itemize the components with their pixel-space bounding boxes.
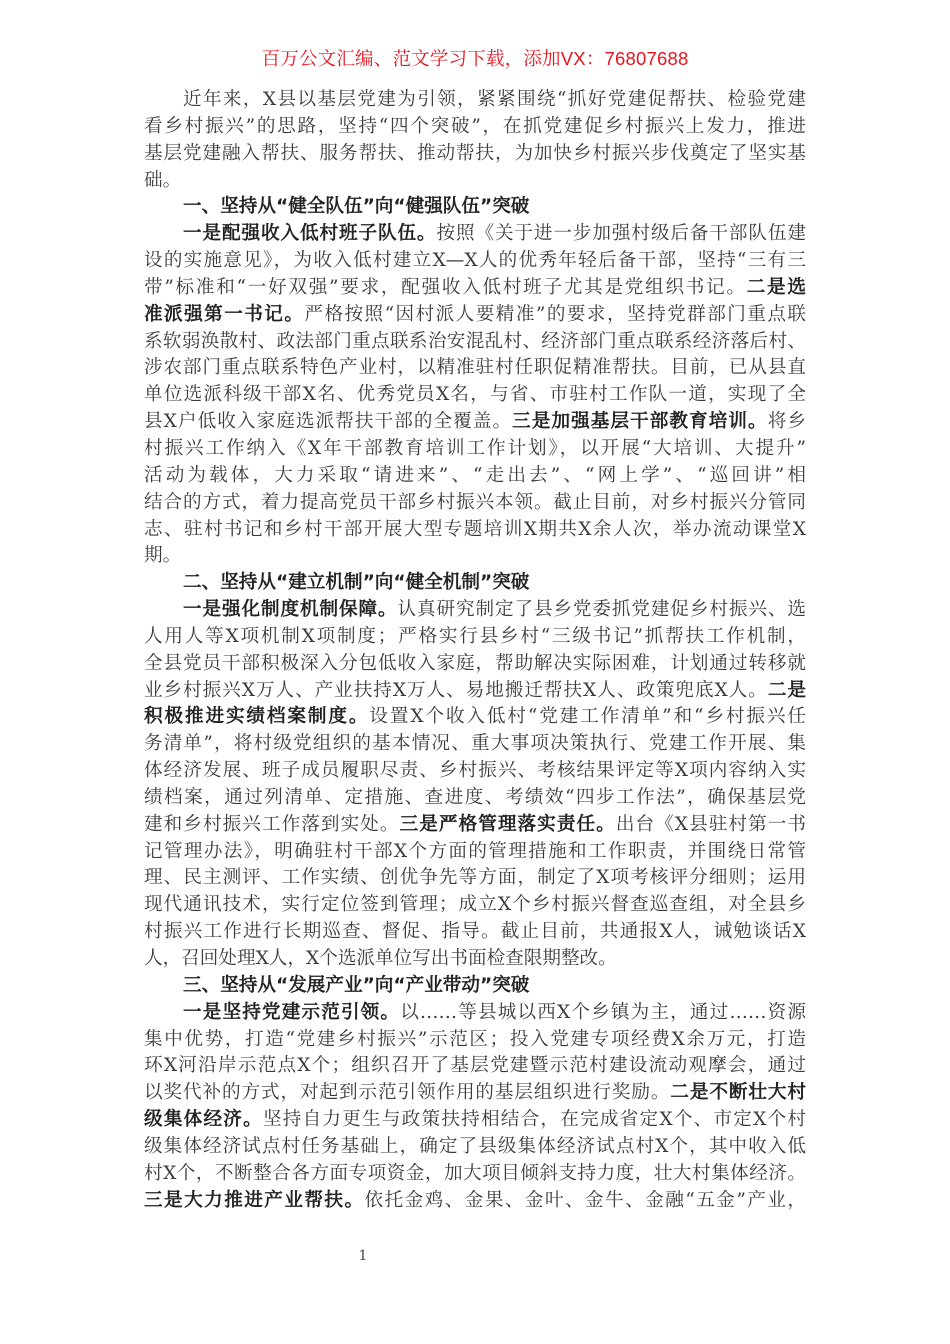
line-text: 以奖代补的方式，对起到示范引领作用的基层组织进行奖励。: [144, 1082, 671, 1104]
page-number: 1: [358, 1248, 368, 1264]
bold-lead-in: 三是加强基层干部教育培训。: [512, 411, 768, 433]
bold-lead-in: 二是选: [746, 276, 806, 298]
text-line: [144, 624, 806, 651]
text-line: [144, 1161, 806, 1188]
line-text: 系软弱涣散村、政法部门重点联系治安混乱村、经济部门重点联系经济落后村、: [144, 330, 806, 352]
bold-lead-in: 级集体经济。: [144, 1109, 263, 1131]
text-line: [144, 248, 806, 275]
section-heading: [144, 570, 806, 597]
text-line: [144, 114, 806, 141]
text-line: [144, 463, 806, 490]
section-heading: [144, 973, 806, 1000]
line-text: 三、坚持从“发展产业”向“产业带动”突破: [183, 974, 530, 996]
text-line: [144, 892, 806, 919]
line-text: 设的实施意见》，为收入低村建立X—X人的优秀年轻后备干部，坚持“三有三: [144, 250, 806, 272]
text-line: [144, 1000, 806, 1027]
line-text: 活动为载体，大力采取“请进来”、“走出去”、“网上学”、“巡回讲”相: [144, 464, 806, 486]
line-text: 结合的方式，着力提高党员干部乡村振兴本领。截止目前，对乡村振兴分管同: [144, 491, 806, 513]
line-text: 村振兴工作进行长期巡查、督促、指导。截止目前，共通报X人，诫勉谈话X: [144, 921, 806, 943]
text-line: [144, 1027, 806, 1054]
text-line: [144, 409, 806, 436]
line-text: 集中优势，打造“党建乡村振兴”示范区；投入党建专项经费X余万元，打造: [144, 1028, 806, 1050]
line-text: 期。: [144, 545, 182, 567]
line-text: 县X户低收入家庭选派帮扶干部的全覆盖。: [144, 411, 513, 433]
line-text: 将乡: [767, 411, 806, 433]
text-line: [144, 597, 806, 624]
line-text: 人，召回处理X人，X个选派单位写出书面检查限期整改。: [144, 948, 617, 969]
line-text: 基层党建融入帮扶、服务帮扶、推动帮扶，为加快乡村振兴步伐奠定了坚实基: [144, 142, 806, 164]
line-text: 以……等县城以西X个乡镇为主，通过……资源: [400, 1001, 806, 1023]
bold-lead-in: 一是配强收入低村班子队伍。: [183, 223, 437, 245]
line-text: 业乡村振兴X万人、产业扶持X万人、易地搬迁帮扶X人、政策兜底X人。: [144, 679, 768, 701]
line-text: 体经济发展、班子成员履职尽责、乡村振兴、考核结果评定等X项内容纳入实: [144, 760, 806, 782]
text-line: [144, 919, 806, 946]
line-text: 志、驻村书记和乡村干部开展大型专题培训X期共X余人次，举办流动课堂X: [144, 518, 806, 540]
line-text: 认真研究制定了县乡党委抓党建促乡村振兴、选: [397, 599, 806, 621]
text-line: [144, 302, 806, 329]
line-text: 涉农部门重点联系特色产业村，以精准驻村任职促精准帮扶。目前，已从县直: [144, 357, 806, 379]
line-text: 理、民主测评、工作实绩、创优争先等方面，制定了X项考核评分细则；运用: [144, 867, 806, 889]
bold-lead-in: 积极推进实绩档案制度。: [144, 706, 370, 728]
line-text: 务清单”，将村级党组织的基本情况、重大事项决策执行、党建工作开展、集: [144, 733, 806, 755]
text-line: [144, 543, 806, 570]
text-line: [144, 1053, 806, 1080]
text-line: [144, 812, 806, 839]
text-line: [144, 329, 806, 356]
text-line: [144, 517, 806, 544]
line-text: 全县党员干部积极深入分包低收入家庭，帮助解决实际困难，计划通过转移就: [144, 652, 806, 674]
text-line: [144, 758, 806, 785]
line-text: 现代通讯技术，实行定位签到管理；成立X个乡村振兴督查巡查组，对全县乡: [144, 894, 806, 916]
line-text: 单位选派科级干部X名、优秀党员X名，与省、市驻村工作队一道，实现了全: [144, 384, 806, 406]
bold-lead-in: 二是: [767, 679, 806, 701]
text-line: [144, 865, 806, 892]
text-line: [144, 355, 806, 382]
line-text: 按照《关于进一步加强村级后备干部队伍建: [436, 223, 806, 245]
text-line: [144, 141, 806, 168]
line-text: 带”标准和“一好双强”要求，配强收入低村班子尤其是党组织书记。: [144, 276, 747, 298]
line-text: 础。: [144, 169, 182, 191]
text-line: [144, 1107, 806, 1134]
text-line: [144, 1080, 806, 1107]
bold-lead-in: 三是大力推进产业帮扶。: [144, 1189, 365, 1211]
line-text: 村振兴工作纳入《X年干部教育培训工作计划》，以开展“大培训、大提升”: [144, 437, 806, 459]
line-text: 建和乡村振兴工作落到实处。: [144, 813, 400, 835]
bold-lead-in: 准派强第一书记。: [144, 303, 305, 325]
bold-lead-in: 三是严格管理落实责任。: [399, 813, 616, 835]
text-line: [144, 436, 806, 463]
line-text: 绩档案，通过列清单、定措施、查进度、考绩效“四步工作法”，确保基层党: [144, 786, 806, 808]
document-body: [144, 87, 806, 1214]
line-text: 看乡村振兴”的思路，坚持“四个突破”，在抓党建促乡村振兴上发力，推进: [144, 115, 806, 137]
text-line: [144, 275, 806, 302]
line-text: 人用人等X项机制X项制度；严格实行县乡村“三级书记”抓帮扶工作机制，: [144, 625, 806, 647]
text-line: [144, 946, 806, 973]
line-text: 严格按照“因村派人要精准”的要求，坚持党群部门重点联: [304, 303, 806, 325]
line-text: 环X河沿岸示范点X个；组织召开了基层党建暨示范村建设流动观摩会，通过: [144, 1055, 806, 1077]
bold-lead-in: 二是不断壮大村: [670, 1082, 806, 1104]
line-text: 二、坚持从“建立机制”向“健全机制”突破: [183, 572, 530, 594]
line-text: 村X个，不断整合各方面专项资金，加大项目倾斜支持力度，壮大村集体经济。: [144, 1162, 806, 1184]
section-heading: [144, 194, 806, 221]
line-text: 依托金鸡、金果、金叶、金牛、金融“五金”产业，: [364, 1189, 806, 1211]
line-text: 记管理办法》，明确驻村干部X个方面的管理措施和工作职责，并围绕日常管: [144, 840, 806, 862]
line-text: 出台《X县驻村第一书: [615, 813, 806, 835]
text-line: [144, 168, 806, 195]
line-text: 坚持自力更生与政策扶持相结合，在完成省定X个、市定X个村: [262, 1109, 806, 1131]
text-line: [144, 1188, 806, 1215]
text-line: [144, 651, 806, 678]
text-line: [144, 490, 806, 517]
text-line: [144, 839, 806, 866]
text-line: [144, 1134, 806, 1161]
watermark-banner: 百万公文汇编、范文学习下载，添加VX：76807688: [261, 48, 689, 69]
text-line: [144, 87, 806, 114]
line-text: 级集体经济试点村任务基础上，确定了县级集体经济试点村X个，其中收入低: [144, 1135, 806, 1157]
text-line: [144, 785, 806, 812]
text-line: [144, 704, 806, 731]
line-text: 设置X个收入低村“党建工作清单”和“乡村振兴任: [369, 706, 806, 728]
text-line: [144, 678, 806, 705]
bold-lead-in: 一是坚持党建示范引领。: [183, 1001, 401, 1023]
text-line: [144, 221, 806, 248]
line-text: 近年来，X县以基层党建为引领，紧紧围绕“抓好党建促帮扶、检验党建: [183, 89, 806, 110]
bold-lead-in: 一是强化制度机制保障。: [183, 599, 398, 621]
text-line: [144, 382, 806, 409]
text-line: [144, 731, 806, 758]
line-text: 一、坚持从“健全队伍”向“健强队伍”突破: [183, 196, 530, 218]
